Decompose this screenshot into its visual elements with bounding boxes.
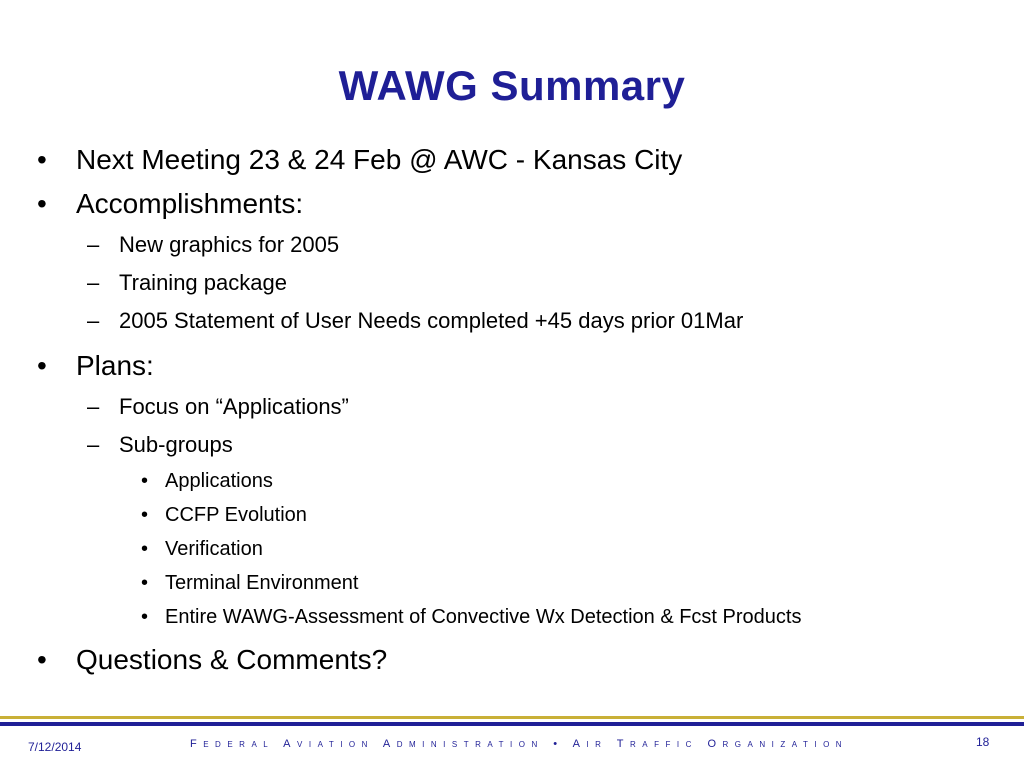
bullet-item (0, 182, 1024, 226)
bullet-marker: • (141, 504, 149, 526)
subgroup-text: Entire WAWG-Assessment of Convective Wx Detection & Fcst Products (165, 606, 802, 628)
bullet-marker: • (37, 644, 47, 675)
footer-blue-rule (0, 722, 1024, 726)
subgroup-item (0, 600, 1024, 634)
bullet-text: Next Meeting 23 & 24 Feb @ AWC - Kansas City (76, 144, 683, 175)
bullet-item (0, 344, 1024, 388)
footer-organization: Federal Aviation Administration • Air Traffic Organization (190, 738, 849, 750)
bullet-text: Accomplishments: (76, 188, 304, 219)
footer-date: 7/12/2014 (28, 740, 82, 754)
bullet-list (0, 138, 1024, 682)
dash-marker: – (87, 432, 100, 457)
sub-bullet-item (0, 388, 1024, 426)
sub-bullet-text: Training package (119, 270, 287, 295)
bullet-marker: • (141, 470, 149, 492)
sub-bullet-item (0, 302, 1024, 340)
bullet-text: Plans: (76, 350, 154, 381)
subgroup-text: Applications (165, 470, 273, 492)
footer-gold-rule (0, 716, 1024, 719)
subgroup-item (0, 566, 1024, 600)
bullet-text: Questions & Comments? (76, 644, 388, 675)
slide-title: WAWG Summary (338, 62, 686, 109)
subgroup-text: Verification (165, 538, 263, 560)
bullet-item (0, 638, 1024, 682)
bullet-item (0, 138, 1024, 182)
dash-marker: – (87, 394, 100, 419)
sub-bullet-text: Sub-groups (119, 432, 233, 457)
sub-bullet-text: Focus on “Applications” (119, 394, 349, 419)
sub-bullet-item (0, 426, 1024, 464)
sub-bullet-item (0, 264, 1024, 302)
bullet-marker: • (37, 188, 47, 219)
subgroup-item (0, 498, 1024, 532)
subgroup-item (0, 532, 1024, 566)
sub-bullet-item (0, 226, 1024, 264)
subgroup-text: Terminal Environment (165, 572, 359, 594)
bullet-marker: • (37, 350, 47, 381)
dash-marker: – (87, 270, 100, 295)
bullet-marker: • (141, 606, 149, 628)
page-number: 18 (976, 735, 990, 749)
bullet-marker: • (37, 144, 47, 175)
subgroup-item (0, 464, 1024, 498)
subgroup-text: CCFP Evolution (165, 504, 307, 526)
dash-marker: – (87, 232, 100, 257)
bullet-marker: • (141, 538, 149, 560)
bullet-marker: • (141, 572, 149, 594)
sub-bullet-text: New graphics for 2005 (119, 232, 340, 257)
dash-marker: – (87, 308, 100, 333)
sub-bullet-text: 2005 Statement of User Needs completed +45 days prior 01Mar (119, 308, 744, 333)
